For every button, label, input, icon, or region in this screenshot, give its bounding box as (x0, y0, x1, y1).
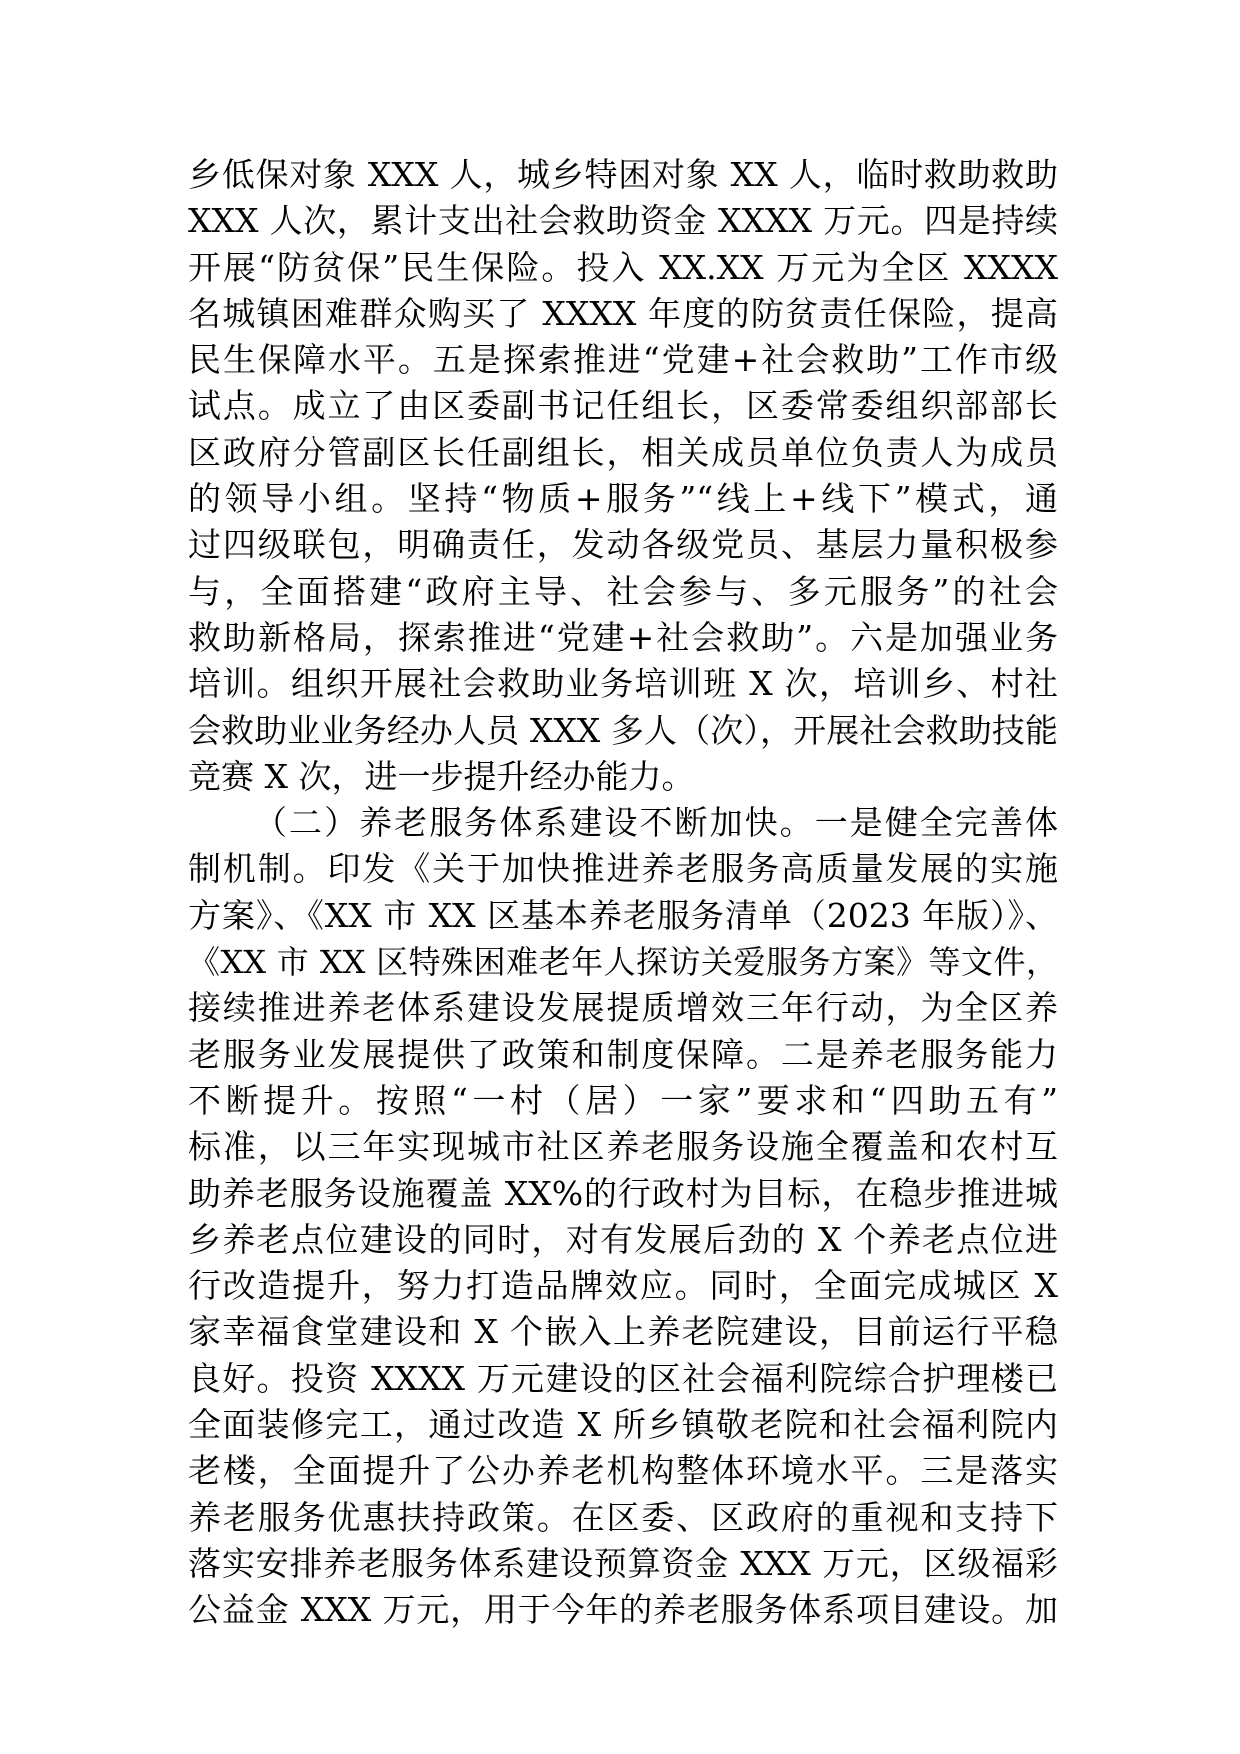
text-line: 方案》、《XX 市 XX 区基本养老服务清单（2023 年版）》、 (188, 895, 1058, 935)
text-line: 接续推进养老体系建设发展提质增效三年行动，为全区养 (188, 988, 1058, 1028)
text-line: 民生保障水平。五是探索推进“党建+社会救助”工作市级 (188, 340, 1058, 380)
text-line: 培训。组织开展社会救助业务培训班 X 次，培训乡、村社 (188, 664, 1058, 704)
text-line: 良好。投资 XXXX 万元建设的区社会福利院综合护理楼已 (188, 1358, 1058, 1398)
text-line: 《XX 市 XX 区特殊困难老年人探访关爱服务方案》等文件， (188, 943, 1058, 982)
text-line: 会救助业业务经办人员 XXX 多人（次），开展社会救助技能 (188, 710, 1058, 750)
text-line: 不断提升。按照“一村（居）一家”要求和“四助五有” (188, 1080, 1058, 1120)
text-line: 与，全面搭建“政府主导、社会参与、多元服务”的社会 (188, 571, 1058, 611)
text-line: 乡低保对象 XXX 人，城乡特困对象 XX 人，临时救助救助 (188, 155, 1058, 194)
text-line: 全面装修完工，通过改造 X 所乡镇敬老院和社会福利院内 (188, 1405, 1058, 1445)
text-line: 竞赛 X 次，进一步提升经办能力。 (188, 756, 695, 796)
text-line: 老服务业发展提供了政策和制度保障。二是养老服务能力 (188, 1034, 1058, 1074)
text-line: 乡养老点位建设的同时，对有发展后劲的 X 个养老点位进 (188, 1219, 1058, 1259)
text-line: 行改造提升，努力打造品牌效应。同时，全面完成城区 X (188, 1266, 1058, 1306)
paragraph-first-line: （二）养老服务体系建设不断加快。一是健全完善体 (254, 803, 1058, 843)
text-line: 公益金 XXX 万元，用于今年的养老服务体系项目建设。加 (188, 1590, 1058, 1630)
text-line: 名城镇困难群众购买了 XXXX 年度的防贫责任保险，提高 (188, 293, 1058, 333)
text-line: 开展“防贫保”民生保险。投入 XX.XX 万元为全区 XXXX (188, 247, 1058, 287)
text-line: 制机制。印发《关于加快推进养老服务高质量发展的实施 (188, 849, 1058, 889)
text-line: 过四级联包，明确责任，发动各级党员、基层力量积极参 (188, 525, 1058, 565)
text-line: 老楼，全面提升了公办养老机构整体环境水平。三是落实 (188, 1451, 1058, 1491)
text-line: 标准，以三年实现城市社区养老服务设施全覆盖和农村互 (188, 1127, 1058, 1167)
text-line: 区政府分管副区长任副组长，相关成员单位负责人为成员 (188, 432, 1058, 472)
text-line: 试点。成立了由区委副书记任组长，区委常委组织部部长 (188, 386, 1058, 426)
text-line: 家幸福食堂建设和 X 个嵌入上养老院建设，目前运行平稳 (188, 1312, 1058, 1352)
text-line: 落实安排养老服务体系建设预算资金 XXX 万元，区级福彩 (188, 1543, 1058, 1583)
text-line: 助养老服务设施覆盖 XX%的行政村为目标，在稳步推进城 (188, 1173, 1058, 1213)
text-line: XXX 人次，累计支出社会救助资金 XXXX 万元。四是持续 (188, 201, 1058, 241)
body-text (188, 152, 1058, 1634)
text-line: 养老服务优惠扶持政策。在区委、区政府的重视和支持下 (188, 1497, 1058, 1537)
text-line: 救助新格局，探索推进“党建+社会救助”。六是加强业务 (188, 617, 1058, 657)
text-line: 的领导小组。坚持“物质+服务”“线上+线下”模式，通 (188, 479, 1058, 519)
